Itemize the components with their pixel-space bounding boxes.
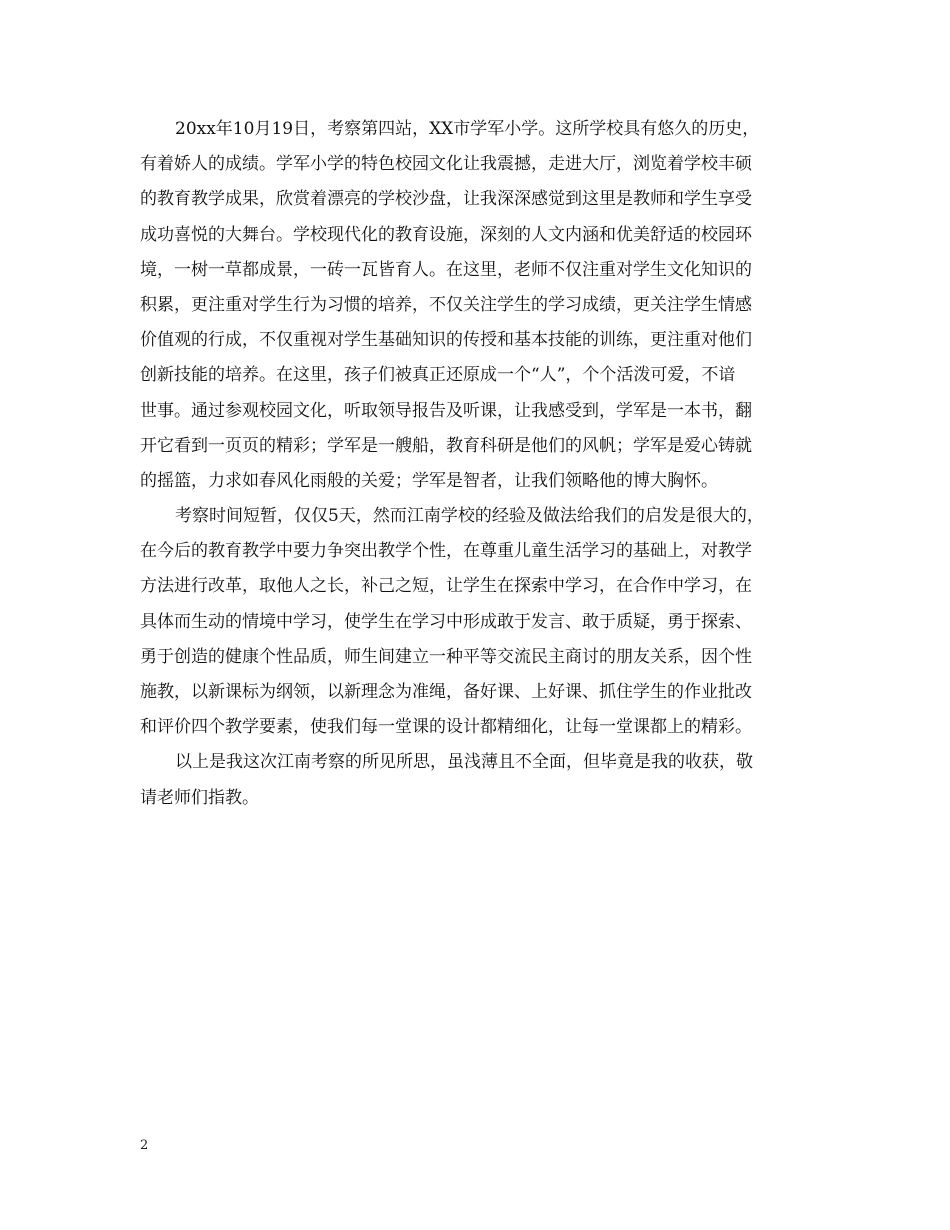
text-line: 世事。通过参观校园文化，听取领导报告及听课，让我感受到，学军是一本书，翻 (140, 400, 752, 421)
text-line: 境，一树一草都成景，一砖一瓦皆育人。在这里，老师不仅注重对学生文化知识的 (140, 259, 752, 280)
text-line: 在今后的教育教学中要力争突出教学个性，在尊重儿童生活学习的基础上，对教学 (140, 541, 752, 562)
text-line: 有着娇人的成绩。学军小学的特色校园文化让我震撼，走进大厅，浏览着学校丰硕 (140, 154, 752, 175)
document-body (140, 112, 820, 816)
text-line: 积累，更注重对学生行为习惯的培养，不仅关注学生的学习成绩，更关注学生情感 (140, 294, 752, 315)
text-line: 20xx年10月19日，考察第四站，XX市学军小学。这所学校具有悠久的历史， (175, 119, 760, 139)
text-line: 考察时间短暂，仅仅5天，然而江南学校的经验及做法给我们的启发是很大的， (175, 506, 764, 527)
page-number: 2 (140, 1138, 149, 1153)
text-line: 以上是我这次江南考察的所见所思，虽浅薄且不全面，但毕竟是我的收获，敬 (175, 752, 753, 773)
text-line: 创新技能的培养。在这里，孩子们被真正还原成一个“人”，个个活泼可爱，不谙 (140, 365, 736, 386)
paragraph-reflection (140, 499, 820, 745)
text-line: 的摇篮，力求如春风化雨般的关爱；学军是智者，让我们领略他的博大胸怀。 (140, 470, 718, 491)
paragraph-closing (140, 745, 820, 815)
text-line: 开它看到一页页的精彩；学军是一艘船，教育科研是他们的风帆；学军是爱心铸就 (140, 435, 752, 456)
text-line: 的教育教学成果，欣赏着漂亮的学校沙盘，让我深深感觉到这里是教师和学生享受 (140, 189, 752, 210)
text-line: 具体而生动的情境中学习，使学生在学习中形成敢于发言、敢于质疑，勇于探索、 (140, 611, 752, 632)
text-line: 施教，以新课标为纲领，以新理念为准绳，备好课、上好课、抓住学生的作业批改 (140, 682, 752, 702)
text-line: 方法进行改革，取他人之长，补己之短，让学生在探索中学习，在合作中学习，在 (140, 576, 752, 597)
paragraph-visit-xuejun (140, 112, 820, 499)
text-line: 和评价四个教学要素，使我们每一堂课的设计都精细化，让每一堂课都上的精彩。 (140, 717, 752, 738)
text-line: 请老师们指教。 (140, 787, 259, 808)
text-line: 勇于创造的健康个性品质，师生间建立一种平等交流民主商讨的朋友关系，因个性 (140, 646, 752, 667)
text-line: 价值观的行成，不仅重视对学生基础知识的传授和基本技能的训练，更注重对他们 (140, 330, 752, 351)
text-line: 成功喜悦的大舞台。学校现代化的教育设施，深刻的人文内涵和优美舒适的校园环 (140, 224, 752, 245)
